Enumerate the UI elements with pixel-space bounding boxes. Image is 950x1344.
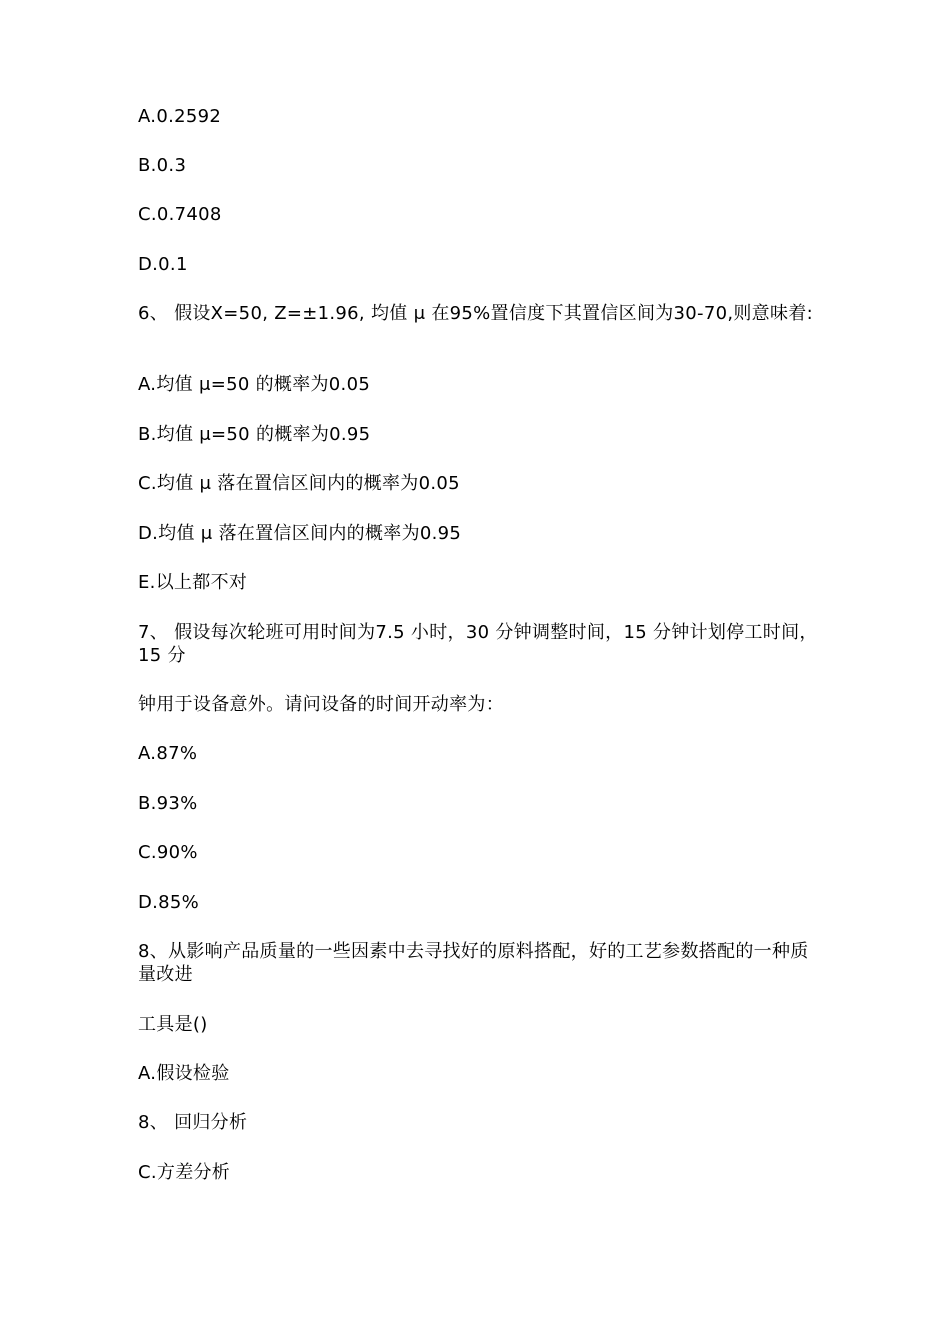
option-8b: 8、 回归分析 [138,1112,248,1133]
option-8a: A.假设检验 [138,1063,230,1084]
option-6d: D.均值 μ 落在置信区间内的概率为0.95 [138,523,462,544]
question-7-continued: 钟用于设备意外。请问设备的时间开动率为： [138,694,504,715]
option-5c: C.0.7408 [138,204,222,225]
option-7a: A.87% [138,743,198,764]
option-6e: E.以上都不对 [138,572,248,593]
option-8c: C.方差分析 [138,1162,231,1183]
question-8-continued: 工具是() [138,1014,208,1035]
option-5d: D.0.1 [138,254,188,275]
option-5b: B.0.3 [138,155,187,176]
question-6: 6、 假设X=50, Z=±1.96, 均值 μ 在95%置信度下其置信区间为30-70,则意味着: [138,303,813,324]
option-7d: D.85% [138,892,200,913]
option-5a: A.0.2592 [138,106,222,127]
option-6b: B.均值 μ=50 的概率为0.95 [138,424,371,445]
option-6a: A.均值 μ=50 的概率为0.05 [138,374,371,395]
question-7: 7、 假设每次轮班可用时间为7.5 小时，30 分钟调整时间，15 分钟计划停工时间，15 分 [138,622,818,666]
question-8: 8、从影响产品质量的一些因素中去寻找好的原料搭配，好的工艺参数搭配的一种质量改进 [138,941,809,985]
option-7b: B.93% [138,793,198,814]
option-6c: C.均值 μ 落在置信区间内的概率为0.05 [138,473,460,494]
option-7c: C.90% [138,842,198,863]
